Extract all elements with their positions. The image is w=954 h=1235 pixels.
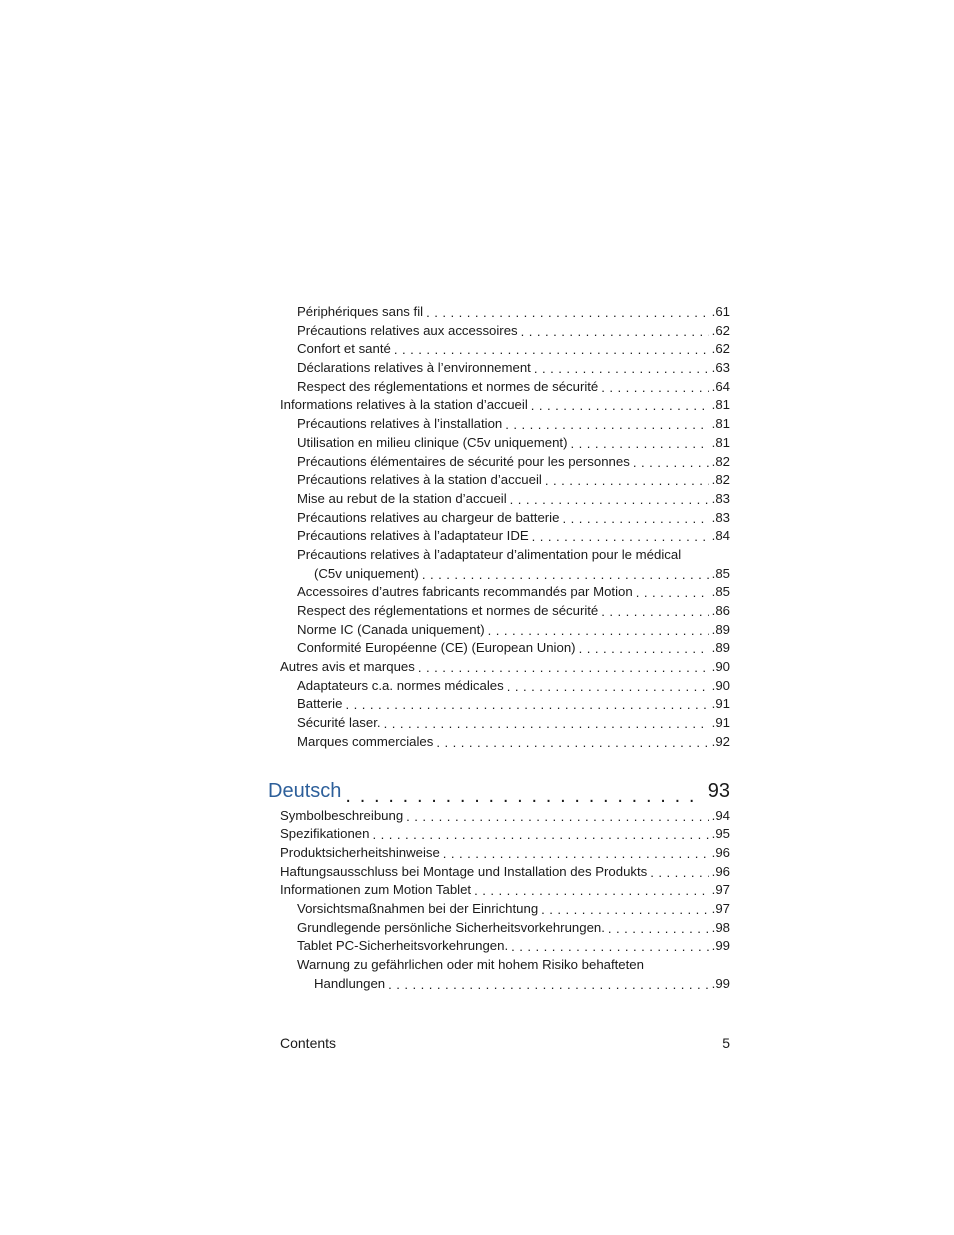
toc-entry[interactable] (280, 677, 730, 696)
toc-part-french (280, 303, 730, 752)
toc-entry-page: .83 (709, 490, 730, 509)
toc-entry-page: .64 (709, 378, 730, 397)
toc-entry-title: Confort et santé . . . (297, 341, 394, 356)
toc-entry-page: .97 (709, 881, 730, 900)
toc-entry-title: Informationen zum Motion Tablet . . . (280, 882, 474, 897)
toc-entry-title: Haftungsausschluss bei Montage und Installation des Produkts . . . (280, 864, 650, 879)
toc-entry-title: Accessoires d’autres fabricants recommandés par Motion . . . (297, 584, 636, 599)
section-page: 93 (704, 775, 730, 807)
toc-entry[interactable] (280, 303, 730, 322)
toc-entry-page: .92 (709, 733, 730, 752)
toc-entry-title: Batterie . . . (297, 696, 345, 711)
toc-entry[interactable] (280, 844, 730, 863)
toc-entry-title: Mise au rebut de la station d’accueil . . . (297, 491, 510, 506)
toc-entry[interactable] (280, 583, 730, 602)
toc-entry-page: .83 (709, 509, 730, 528)
toc-entry[interactable] (280, 639, 730, 658)
toc-entry-page: .85 (709, 565, 730, 584)
toc-entry[interactable] (280, 807, 730, 826)
toc-entry-page: .89 (709, 621, 730, 640)
toc-entry-page: .85 (709, 583, 730, 602)
toc-entry-page: .81 (709, 415, 730, 434)
toc-entry[interactable] (280, 975, 730, 994)
toc-entry-page: .81 (709, 396, 730, 415)
toc-entry[interactable] (280, 956, 730, 975)
toc-entry-page: .81 (709, 434, 730, 453)
toc-entry-title: Vorsichtsmaßnahmen bei der Einrichtung . . . (297, 901, 541, 916)
toc-entry-title: Précautions relatives à l’installation . . . (297, 416, 505, 431)
toc-entry[interactable] (280, 900, 730, 919)
toc-entry[interactable] (280, 937, 730, 956)
toc-entry-page: .82 (709, 471, 730, 490)
toc-entry[interactable] (280, 527, 730, 546)
toc-entry-title: Précautions relatives à l’adaptateur d’alimentation pour le médical (297, 547, 684, 562)
toc-entry[interactable] (280, 340, 730, 359)
toc-entry[interactable] (280, 714, 730, 733)
toc-entry-page: .91 (709, 714, 730, 733)
toc-entry[interactable] (280, 881, 730, 900)
toc-entry-page: .84 (709, 527, 730, 546)
section-title: Deutsch . . . (268, 780, 345, 802)
toc-entry-title: (C5v uniquement) . . . (314, 566, 422, 581)
toc-entry-page: .86 (709, 602, 730, 621)
toc-entry[interactable] (280, 509, 730, 528)
toc-entry-title: Périphériques sans fil . . . (297, 304, 426, 319)
toc-entry-title: Précautions relatives au chargeur de batterie . . . (297, 510, 562, 525)
toc-entry-title: Marques commerciales . . . (297, 734, 436, 749)
toc-entry[interactable] (280, 602, 730, 621)
toc-entry-title: Produktsicherheitshinweise . . . (280, 845, 443, 860)
toc-entry-title: Spezifikationen . . . (280, 826, 372, 841)
toc-entry[interactable] (280, 453, 730, 472)
toc-entry[interactable] (280, 695, 730, 714)
toc-entry-title: Utilisation en milieu clinique (C5v uniquement) . . . (297, 435, 570, 450)
toc-entry-title: Déclarations relatives à l’environnement . . . (297, 360, 534, 375)
toc-entry-title: Grundlegende persönliche Sicherheitsvorkehrungen. . . . (297, 920, 608, 935)
toc-entry-page: .62 (709, 322, 730, 341)
toc-entry-page: .96 (709, 863, 730, 882)
toc-entry-page: .98 (709, 919, 730, 938)
toc-entry[interactable] (280, 919, 730, 938)
toc-entry-page: .62 (709, 340, 730, 359)
toc-entry-title: Warnung zu gefährlichen oder mit hohem Risiko behafteten (297, 957, 647, 972)
toc-entry[interactable] (280, 621, 730, 640)
toc-entry-page: .61 (709, 303, 730, 322)
toc-entry-page: .89 (709, 639, 730, 658)
toc-entry-title: Adaptateurs c.a. normes médicales . . . (297, 678, 507, 693)
toc-entry-page: .82 (709, 453, 730, 472)
toc-entry-page: .96 (709, 844, 730, 863)
footer-label: Contents (280, 1035, 337, 1051)
toc-part-german (280, 807, 730, 994)
toc-entry-page: .90 (709, 677, 730, 696)
toc-entry-title: Respect des réglementations et normes de sécurité . . . (297, 379, 601, 394)
toc-entry[interactable] (280, 565, 730, 584)
toc-entry-page: .99 (709, 975, 730, 994)
toc-entry-page: .99 (709, 937, 730, 956)
toc-entry-title: Norme IC (Canada uniquement) . . . (297, 622, 488, 637)
table-of-contents (268, 303, 730, 993)
toc-entry[interactable] (280, 434, 730, 453)
toc-entry-title: Sécurité laser. . . . (297, 715, 384, 730)
toc-entry-page: .97 (709, 900, 730, 919)
toc-entry[interactable] (280, 396, 730, 415)
toc-entry[interactable] (280, 378, 730, 397)
toc-entry-title: Symbolbeschreibung . . . (280, 808, 406, 823)
toc-entry-page: .94 (709, 807, 730, 826)
toc-entry-title: Autres avis et marques . . . (280, 659, 418, 674)
toc-entry-page: .63 (709, 359, 730, 378)
toc-entry[interactable] (280, 825, 730, 844)
toc-entry[interactable] (280, 490, 730, 509)
toc-entry[interactable] (280, 733, 730, 752)
toc-entry[interactable] (280, 863, 730, 882)
toc-entry[interactable] (280, 546, 730, 565)
toc-entry[interactable] (280, 415, 730, 434)
footer-page-number: 5 (722, 1035, 730, 1051)
toc-entry-page: .95 (709, 825, 730, 844)
toc-entry-title: Tablet PC-Sicherheitsvorkehrungen. . . . (297, 938, 511, 953)
toc-entry-page: .90 (709, 658, 730, 677)
toc-entry-title: Respect des réglementations et normes de sécurité . . . (297, 603, 601, 618)
toc-entry-title: Conformité Européenne (CE) (European Union) . . . (297, 640, 579, 655)
toc-section-heading[interactable] (268, 775, 730, 807)
toc-entry-title: Précautions relatives aux accessoires . . . (297, 323, 521, 338)
toc-entry-title: Précautions élémentaires de sécurité pour les personnes . . . (297, 454, 633, 469)
toc-entry-title: Informations relatives à la station d’accueil . . . (280, 397, 531, 412)
toc-entry[interactable] (280, 359, 730, 378)
toc-entry-page: .91 (709, 695, 730, 714)
toc-entry-title: Handlungen . . . (314, 976, 388, 991)
toc-entry-title: Précautions relatives à la station d’accueil . . . (297, 472, 545, 487)
toc-entry-title: Précautions relatives à l’adaptateur IDE . . . (297, 528, 532, 543)
toc-entry[interactable] (280, 658, 730, 677)
toc-entry[interactable] (280, 471, 730, 490)
toc-entry[interactable] (280, 322, 730, 341)
